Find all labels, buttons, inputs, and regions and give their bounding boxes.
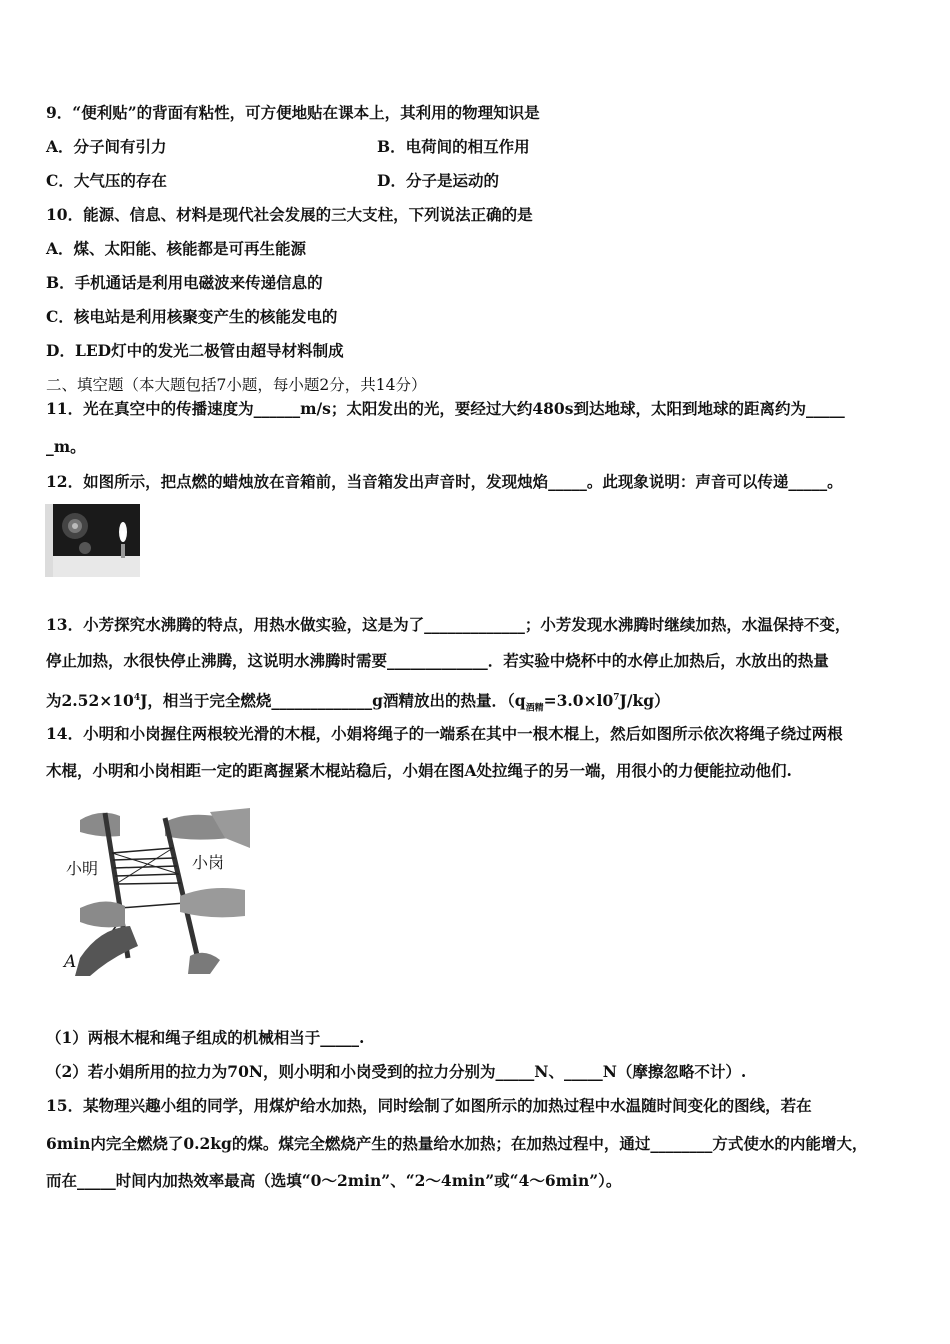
q14-line-1: 14．小明和小岗握住两根较光滑的木棍，小娟将绳子的一端系在其中一根木棍上，然后如图所示依次将绳子绕过两根 [46, 724, 843, 743]
q10-stem: 10．能源、信息、材料是现代社会发展的三大支柱，下列说法正确的是 [46, 205, 533, 224]
q13-exponent-2: 7 [613, 693, 620, 703]
q14-sub-2: （2）若小娟所用的拉力为70N，则小明和小岗受到的拉力分别为_____N、_____N（摩擦忽略不计）. [46, 1062, 747, 1081]
q15-line-2: 6min内完全燃烧了0.2kg的煤。煤完全燃烧产生的热量给水加热；在加热过程中，通过________方式使水的内能增大， [46, 1134, 868, 1153]
q9-option-c: C．大气压的存在 [46, 171, 167, 190]
q10-option-b: B．手机通话是利用电磁波来传递信息的 [46, 273, 323, 292]
label-xiaogang: 小岗 [192, 850, 224, 873]
label-xiaoming: 小明 [66, 856, 98, 879]
q9-option-b: B．电荷间的相互作用 [377, 137, 530, 156]
q9-option-a: A．分子间有引力 [46, 137, 167, 156]
q12-line-1: 12．如图所示，把点燃的蜡烛放在音箱前，当音箱发出声音时，发现烛焰_____。此现象说明：声音可以传递_____。 [46, 472, 843, 491]
q13-line-3-eq: =3.0×l0 [543, 691, 614, 711]
q9-stem: 9．“便利贴”的背面有粘性，可方便地贴在课本上，其利用的物理知识是 [46, 103, 540, 122]
q10-option-a: A．煤、太阳能、核能都是可再生能源 [46, 239, 307, 258]
q13-line-3-pre: 为2.52×10 [46, 691, 134, 711]
q10-option-c: C．核电站是利用核聚变产生的核能发电的 [46, 307, 338, 326]
q15-line-3: 而在_____时间内加热效率最高（选填“0～2min”、“2～4min”或“4～6min”）。 [46, 1171, 622, 1190]
q14-line-2: 木棍，小明和小岗相距一定的距离握紧木棍站稳后，小娟在图A处拉绳子的另一端，用很小的力便能拉动他们. [46, 761, 792, 780]
q13-line-2: 停止加热，水很快停止沸腾，这说明水沸腾时需要_____________．若实验中烧杯中的水停止加热后，水放出的热量 [46, 651, 829, 670]
q10-option-d: D．LED灯中的发光二极管由超导材料制成 [46, 341, 344, 360]
label-point-a: A [64, 952, 77, 972]
q13-line-3-mid: J，相当于完全燃烧_____________g酒精放出的热量．（q [140, 691, 526, 711]
q13-subscript: 酒精 [525, 703, 544, 714]
q9-option-d: D．分子是运动的 [377, 171, 499, 190]
q13-line-1: 13．小芳探究水沸腾的特点，用热水做实验，这是为了_____________；小芳发现水沸腾时继续加热，水温保持不变， [46, 615, 851, 634]
q11-line-1: 11．光在真空中的传播速度为______m/s；太阳发出的光，要经过大约480s到达地球，太阳到地球的距离约为_____ [46, 399, 845, 418]
sticks-rope-figure [60, 808, 250, 976]
q13-line-3-post: J/kg） [619, 691, 670, 711]
q11-line-2: _m。 [46, 437, 86, 456]
q13-exponent-1: 4 [133, 693, 141, 703]
speaker-candle-figure [45, 504, 140, 577]
q15-line-1: 15．某物理兴趣小组的同学，用煤炉给水加热，同时绘制了如图所示的加热过程中水温随时间变化的图线，若在 [46, 1096, 812, 1115]
q14-sub-1: （1）两根木棍和绳子组成的机械相当于_____. [46, 1028, 365, 1047]
q13-line-3 [46, 688, 670, 718]
section-heading: 二、填空题（本大题包括7小题，每小题2分，共14分） [46, 376, 427, 394]
